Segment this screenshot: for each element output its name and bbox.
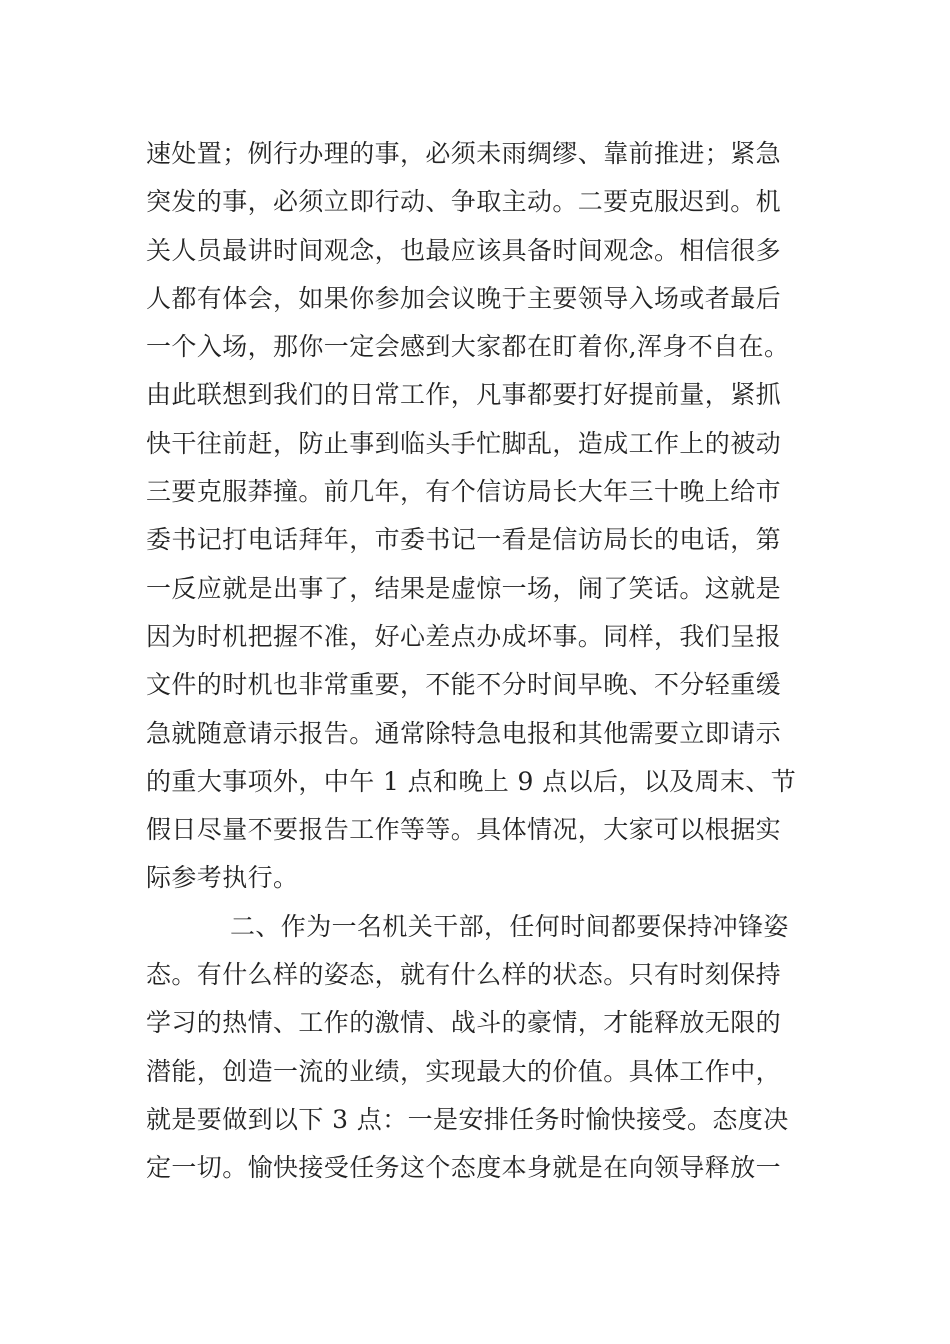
- text-line-2: 突发的事，必须立即行动、争取主动。二要克服迟到。机: [146, 187, 782, 217]
- text-line-11: 因为时机把握不准，好心差点办成坏事。同样，我们呈报: [146, 621, 782, 651]
- text-line-22: 定一切。愉快接受任务这个态度本身就是在向领导释放一: [146, 1153, 782, 1183]
- text-line-16: 际参考执行。: [146, 863, 299, 893]
- text-line-4: 人都有体会，如果你参加会议晚于主要领导入场或者最后: [146, 283, 782, 313]
- text-line-6: 由此联想到我们的日常工作，凡事都要打好提前量，紧抓: [146, 380, 782, 410]
- text-line-21: 就是要做到以下 3 点：一是安排任务时愉快接受。态度决: [146, 1104, 789, 1134]
- text-line-1: 速处置；例行办理的事，必须未雨绸缪、靠前推进；紧急: [146, 139, 782, 168]
- text-line-5: 一个入场，那你一定会感到大家都在盯着你,浑身不自在。: [146, 332, 790, 362]
- text-line-9: 委书记打电话拜年，市委书记一看是信访局长的电话，第: [146, 525, 782, 555]
- text-line-8: 三要克服莽撞。前几年，有个信访局长大年三十晚上给市: [146, 477, 782, 507]
- text-line-3: 关人员最讲时间观念，也最应该具备时间观念。相信很多: [146, 235, 782, 265]
- text-line-14: 的重大事项外，中午 1 点和晚上 9 点以后，以及周末、节: [146, 766, 797, 796]
- text-line-12: 文件的时机也非常重要，不能不分时间早晚、不分轻重缓: [146, 670, 782, 700]
- text-line-20: 潜能，创造一流的业绩，实现最大的价值。具体工作中，: [146, 1056, 782, 1086]
- text-line-15: 假日尽量不要报告工作等等。具体情况，大家可以根据实: [146, 815, 782, 845]
- text-line-13: 急就随意请示报告。通常除特急电报和其他需要立即请示: [146, 718, 782, 748]
- text-line-10: 一反应就是出事了，结果是虚惊一场，闹了笑话。这就是: [146, 573, 782, 603]
- section-heading-line: 二、作为一名机关干部，任何时间都要保持冲锋姿: [230, 911, 789, 941]
- text-line-7: 快干往前赶，防止事到临头手忙脚乱，造成工作上的被动: [146, 428, 782, 458]
- text-line-18: 态。有什么样的姿态，就有什么样的状态。只有时刻保持: [146, 960, 782, 990]
- text-line-19: 学习的热情、工作的激情、战斗的豪情，才能释放无限的: [146, 1008, 782, 1038]
- body-text: [146, 130, 826, 1193]
